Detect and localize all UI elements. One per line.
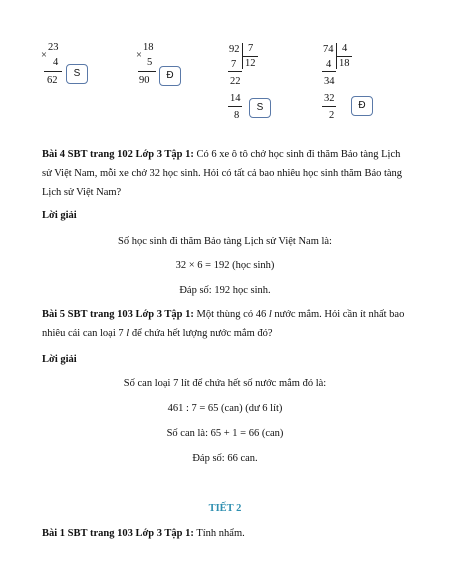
bai5-title: Bài 5 SBT trang 103 Lớp 3 Tập 1: [42, 309, 194, 320]
factor-bottom: 5 [147, 57, 153, 68]
quotient: 18 [339, 58, 350, 69]
bai4-text: Có 6 xe ô tô chở học sinh đi thăm Bảo tàng Lịch sử Việt Nam, mỗi xe chở 32 học sinh. Hỏi có tất cả bao nhiêu học sinh thăm Bảo tàng Lịch sử Việt Nam? [42, 149, 403, 198]
bai5-text-b: nước mắm. Hỏi cần ít nhất bao nhiêu cái can loại 7 [42, 309, 405, 339]
divisor: 7 [248, 43, 254, 54]
subtract-1: 4 [326, 59, 332, 70]
answer-box[interactable]: Đ [351, 96, 373, 116]
remainder-1: 34 [324, 76, 335, 87]
bai1-question [42, 524, 412, 543]
divisor: 4 [342, 43, 348, 54]
answer-box[interactable]: Đ [159, 66, 181, 86]
bai4-question [42, 145, 412, 202]
section-heading-tiet-2: TIẾT 2 [208, 503, 242, 514]
remainder-2: 8 [234, 110, 240, 121]
bai4-solution-heading: Lời giải [42, 210, 77, 221]
product: 62 [47, 75, 58, 86]
bai5-solution-line-2: 461 : 7 = 65 (can) (dư 6 lít) [167, 403, 283, 414]
dividend: 74 [323, 44, 334, 55]
answer-box[interactable]: S [66, 64, 88, 84]
dividend: 92 [229, 44, 240, 55]
subtract-2: 32 [324, 93, 335, 104]
bai4-title: Bài 4 SBT trang 102 Lớp 3 Tập 1: [42, 149, 194, 160]
factor-bottom: 4 [53, 57, 59, 68]
factor-top: 18 [143, 42, 154, 53]
bai5-solution-line-1: Số can loại 7 lít để chứa hết số nước mắm đó là: [123, 378, 327, 389]
bai5-solution-heading: Lời giải [42, 354, 77, 365]
subtract-1: 7 [231, 59, 237, 70]
bai4-solution-line-1: Số học sinh đi thăm Bảo tàng Lịch sử Việt Nam là: [118, 236, 332, 247]
quotient: 12 [245, 58, 256, 69]
bai5-text-c: để chứa hết lượng nước mắm đó? [129, 328, 273, 339]
product: 90 [139, 75, 150, 86]
bai5-solution-line-3: Số can là: 65 + 1 = 66 (can) [166, 428, 284, 439]
bai5-solution-line-4: Đáp số: 66 can. [192, 453, 258, 464]
bai1-title: Bài 1 SBT trang 103 Lớp 3 Tập 1: [42, 528, 194, 539]
bai4-solution-line-2: 32 × 6 = 192 (học sinh) [175, 260, 275, 271]
remainder-2: 2 [329, 110, 335, 121]
remainder-1: 22 [230, 76, 241, 87]
bai5-text-a: Một thùng có 46 [193, 309, 269, 320]
bai5-unit-1: l [268, 309, 272, 320]
multiply-sign: × [136, 50, 142, 61]
answer-box[interactable]: S [249, 98, 271, 118]
bai4-solution-line-3: Đáp số: 192 học sinh. [179, 285, 271, 296]
bai1-text: Tính nhẩm. [193, 528, 245, 539]
subtract-2: 14 [230, 93, 241, 104]
bai5-question [42, 305, 412, 343]
factor-top: 23 [48, 42, 59, 53]
bai5-unit-2: l [126, 328, 130, 339]
multiply-sign: × [41, 50, 47, 61]
